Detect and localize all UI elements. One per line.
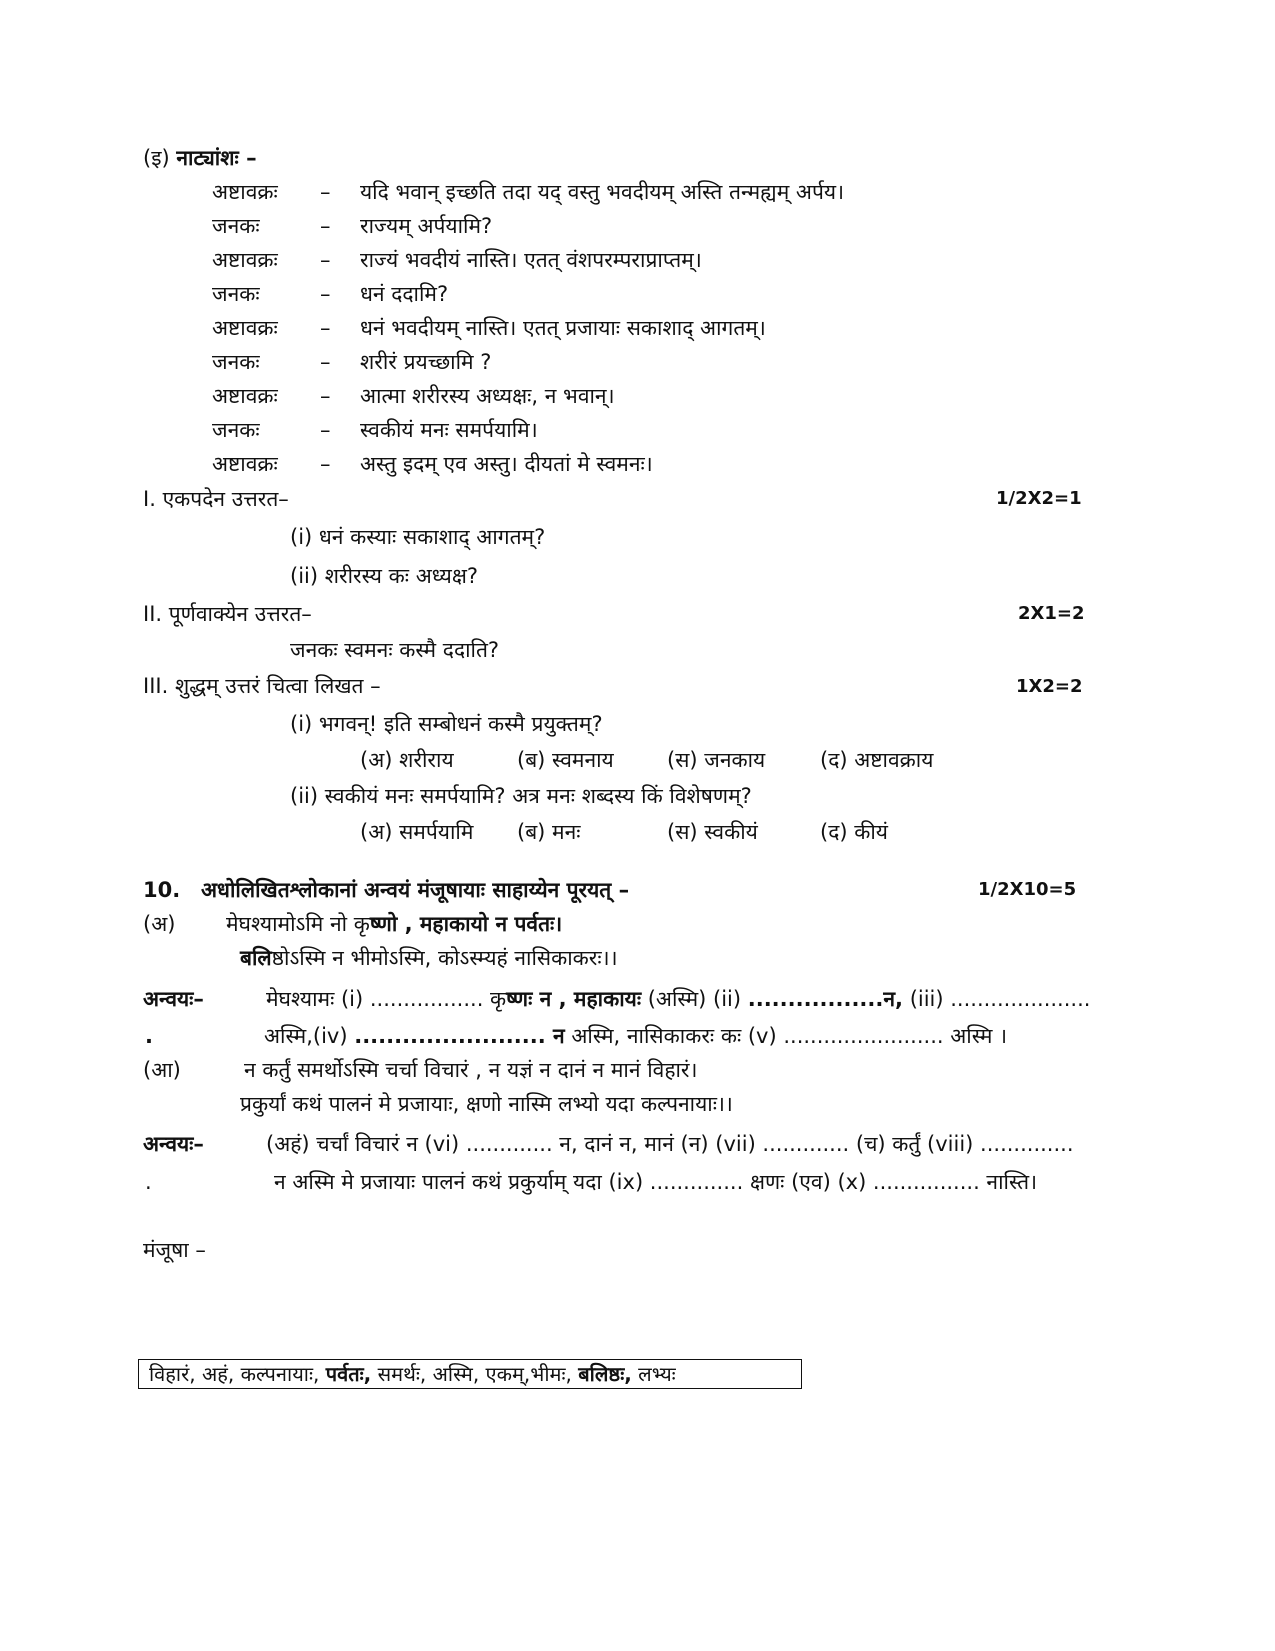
anvaya-a-label: अन्वयः– <box>143 987 204 1011</box>
speaker: अष्टावक्रः <box>212 248 278 272</box>
dialogue-text: धनं भवदीयम् नास्ति। एतत् प्रजायाः सकाशाद् आगतम्। <box>360 316 766 340</box>
question-3-item: (ii) स्वकीयं मनः समर्पयामि? अत्र मनः शब्दस्य किं विशेषणम्? <box>290 784 752 808</box>
dialogue-line <box>212 348 491 376</box>
manjusha-words <box>149 1360 676 1388</box>
dialogue-text: शरीरं प्रयच्छामि ? <box>360 350 492 374</box>
word-list: विहारं, अहं, कल्पनायाः, <box>149 1362 326 1386</box>
option: (ब) मनः <box>517 820 581 844</box>
dash: – <box>320 350 331 374</box>
option: (अ) शरीराय <box>360 748 454 772</box>
speaker: अष्टावक्रः <box>212 452 278 476</box>
anvaya-text: मेघश्यामः (i) ................. कृ <box>266 987 507 1011</box>
question-3-title: शुद्धम् उत्तरं चित्वा लिखत – <box>174 674 381 698</box>
drama-heading <box>143 144 257 172</box>
anvaya-text: अस्मि,(iv) <box>264 1024 355 1048</box>
anvaya-text-bold: ........................ न <box>354 1024 565 1048</box>
manjusha-label: मंजूषा – <box>143 1238 206 1262</box>
speaker: जनकः <box>212 214 260 238</box>
question-1-heading <box>143 485 289 513</box>
verse-text-bold: बलि <box>240 946 272 970</box>
question-2-title: पूर्णवाक्येन उत्तरत– <box>168 602 312 626</box>
question-1-title: एकपदेन उत्तरत– <box>162 487 289 511</box>
dash: – <box>320 282 331 306</box>
question-10-marks: 1/2X10=5 <box>978 879 1077 900</box>
question-10-heading <box>143 876 629 904</box>
verse-a-line-1 <box>226 910 562 938</box>
option: (स) स्वकीयं <box>667 820 758 844</box>
dash: – <box>320 418 331 442</box>
drama-title: नाट्यांशः – <box>176 146 257 170</box>
anvaya-text: (iii) ..................... <box>903 987 1091 1011</box>
dash: – <box>320 316 331 340</box>
anvaya-a-line-2 <box>264 1022 1007 1050</box>
question-1-item: (i) धनं कस्याः सकाशाद् आगतम्? <box>290 525 546 549</box>
word-list: लभ्यः <box>631 1362 676 1386</box>
option: (द) अष्टावक्राय <box>820 748 934 772</box>
question-2-marks: 2X1=2 <box>1018 603 1085 624</box>
dialogue-text: अस्तु इदम् एव अस्तु। दीयतां मे स्वमनः। <box>360 452 653 476</box>
question-3-marks: 1X2=2 <box>1016 676 1083 697</box>
options-row <box>360 818 888 846</box>
question-1-marks: 1/2X2=1 <box>996 488 1082 509</box>
speaker: जनकः <box>212 282 260 306</box>
dash: – <box>320 452 331 476</box>
dialogue-line <box>212 450 653 478</box>
option: (स) जनकाय <box>667 748 766 772</box>
option: (अ) समर्पयामि <box>360 820 474 844</box>
question-3-item: (i) भगवन्! इति सम्बोधनं कस्मै प्रयुक्तम्? <box>290 712 603 736</box>
dialogue-line <box>212 382 615 410</box>
question-10-number: 10. <box>143 878 181 902</box>
dialogue-line <box>212 416 538 444</box>
dash: – <box>320 214 331 238</box>
question-2-label: II. <box>143 602 163 626</box>
dialogue-text: स्वकीयं मनः समर्पयामि। <box>360 418 538 442</box>
question-3-heading <box>143 672 381 700</box>
dialogue-line <box>212 178 844 206</box>
question-1-item: (ii) शरीरस्य कः अध्यक्ष? <box>290 564 479 588</box>
anvaya-text: अस्मि, नासिकाकरः कः (v) ........................ अस्मि । <box>564 1024 1008 1048</box>
anvaya-text-bold: ष्णः न , महाकायः <box>506 987 642 1011</box>
anvaya-b-line-1: (अहं) चर्चां विचारं न (vi) ............. न, दानं न, मानं (न) (vii) ............. (च) कर्तुं (viii) .............. <box>266 1132 1074 1156</box>
verse-b-line-1: न कर्तुं समर्थोऽस्मि चर्चा विचारं , न यज्ञं न दानं न मानं विहारं। <box>244 1058 698 1082</box>
dialogue-line <box>212 212 492 240</box>
speaker: जनकः <box>212 418 260 442</box>
dialogue-line <box>212 314 766 342</box>
options-row <box>360 746 933 774</box>
word-list: समर्थः, अस्मि, एकम्,भीमः, <box>371 1362 579 1386</box>
dash: – <box>320 180 331 204</box>
anvaya-b-label: अन्वयः– <box>143 1132 204 1156</box>
speaker: अष्टावक्रः <box>212 180 278 204</box>
dialogue-line <box>212 246 702 274</box>
verse-b-line-2: प्रकुर्यां कथं पालनं मे प्रजायाः, क्षणो नास्मि लभ्यो यदा कल्पनायाः।। <box>240 1092 733 1116</box>
verse-a-label: (अ) <box>143 912 176 936</box>
question-1-label: I. <box>143 487 156 511</box>
dialogue-text: यदि भवान् इच्छति तदा यद् वस्तु भवदीयम् अस्ति तन्मह्यम् अर्पय। <box>360 180 845 204</box>
speaker: अष्टावक्रः <box>212 316 278 340</box>
dash: – <box>320 248 331 272</box>
anvaya-a-line-1 <box>266 985 1090 1013</box>
dialogue-text: धनं ददामि? <box>360 282 449 306</box>
dialogue-line <box>212 280 448 308</box>
question-2-item: जनकः स्वमनः कस्मै ददाति? <box>290 638 500 662</box>
dash: – <box>320 384 331 408</box>
question-2-heading <box>143 600 312 628</box>
anvaya-b-line-2: न अस्मि मे प्रजायाः पालनं कथं प्रकुर्याम् यदा (ix) .............. क्षणः (एव) (x) ................ नास्ति। <box>274 1170 1038 1194</box>
dialogue-text: राज्यम् अर्पयामि? <box>360 214 493 238</box>
speaker: जनकः <box>212 350 260 374</box>
word-bold: बलिष्ठः, <box>578 1362 632 1386</box>
anvaya-b-dot: . <box>145 1170 152 1194</box>
question-3-label: III. <box>143 674 169 698</box>
anvaya-text-bold: .................न, <box>747 987 904 1011</box>
option: (ब) स्वमनाय <box>517 748 614 772</box>
verse-text: मेघश्यामोऽमि नो कृ <box>226 912 370 936</box>
speaker: अष्टावक्रः <box>212 384 278 408</box>
verse-b-label: (आ) <box>143 1058 181 1082</box>
manjusha-box <box>138 1359 802 1389</box>
verse-text: ष्ठोऽस्मि न भीमोऽस्मि, कोऽस्म्यहं नासिकाकरः।। <box>271 946 618 970</box>
verse-text-bold: ष्णो , महाकायो न पर्वतः। <box>369 912 563 936</box>
question-10-title: अधोलिखितश्लोकानां अन्वयं मंजूषायाः साहाय्येन पूरयत् – <box>201 878 630 902</box>
option: (द) कीयं <box>820 820 888 844</box>
anvaya-text: (अस्मि) (ii) <box>641 987 748 1011</box>
dialogue-text: राज्यं भवदीयं नास्ति। एतत् वंशपरम्पराप्राप्तम्। <box>360 248 702 272</box>
drama-label: (इ) <box>143 146 170 170</box>
verse-a-line-2 <box>240 944 618 972</box>
anvaya-a-dot: . <box>145 1024 153 1048</box>
dialogue-text: आत्मा शरीरस्य अध्यक्षः, न भवान्। <box>360 384 615 408</box>
word-bold: पर्वतः, <box>325 1362 372 1386</box>
